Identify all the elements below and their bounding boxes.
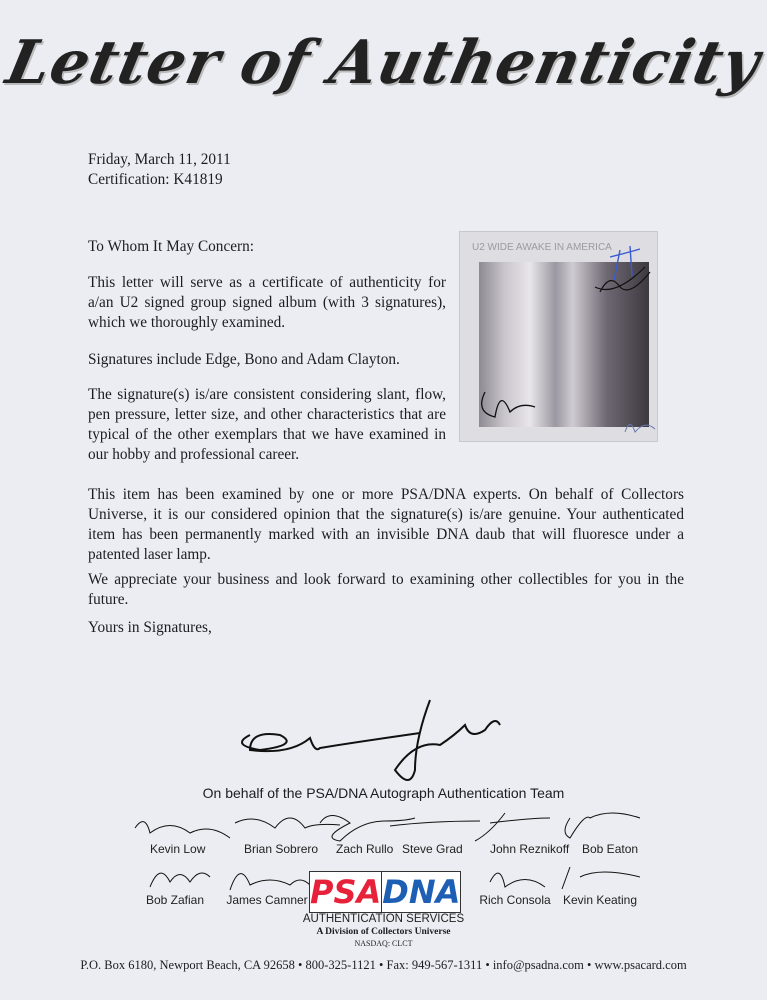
team-member-name: James Camner: [226, 893, 308, 907]
certification-number: Certification: K41819: [88, 171, 223, 188]
logo-psa: PSA: [310, 873, 382, 911]
paragraph-signatures: Signatures include Edge, Bono and Adam Clayton.: [88, 351, 400, 368]
team-member-name: Kevin Low: [150, 842, 206, 856]
salutation: To Whom It May Concern:: [88, 238, 255, 255]
letter-title: Letter of Authenticity: [0, 28, 767, 98]
nasdaq-text: NASDAQ: CLCT: [354, 939, 413, 948]
team-member-name: Bob Zafian: [145, 893, 205, 907]
logo-dna: DNA: [382, 873, 461, 911]
footer-contact: P.O. Box 6180, Newport Beach, CA 92658 • 800-325-1121 • Fax: 949-567-1311 • info@psadna.com • www.psacard.com: [80, 958, 687, 972]
team-member-name: Kevin Keating: [562, 893, 638, 907]
team-heading: On behalf of the PSA/DNA Autograph Authentication Team: [202, 785, 565, 801]
album-photo: [459, 231, 658, 442]
paragraph-appreciation: We appreciate your business and look forward to examining other collectibles for you in the future.: [88, 571, 684, 608]
team-member-name: Rich Consola: [479, 893, 551, 907]
paragraph-examination: This item has been examined by one or more PSA/DNA experts. On behalf of Collectors Universe, it is our considered opinion that the signature(s) is/are genuine. Your authenticated item has been permanently marked with an invisible DNA daub that will fluoresce under a patented laser lamp.: [88, 486, 684, 563]
closing: Yours in Signatures,: [88, 619, 212, 636]
team-member-name: Steve Grad: [402, 842, 463, 856]
authentication-services: AUTHENTICATION SERVICES: [302, 913, 465, 925]
team-member-name: Bob Eaton: [582, 842, 639, 856]
main-signature: [220, 690, 510, 790]
team-signatures-row1: [125, 808, 645, 842]
paragraph-intro: This letter will serve as a certificate of authenticity for a/an U2 signed group signed album (with 3 signatures), which we thoroughly examined.: [88, 274, 446, 331]
date: Friday, March 11, 2011: [88, 151, 231, 168]
division-text: A Division of Collectors Universe: [316, 927, 451, 937]
psa-dna-logo: [309, 871, 461, 913]
paragraph-consistency: The signature(s) is/are consistent considering slant, flow, pen pressure, letter size, and other characteristics that are typical of the other exemplars that we have examined in our hobby and professional career.: [88, 386, 446, 463]
album-autographs: [460, 232, 657, 441]
team-member-name: Brian Sobrero: [244, 842, 319, 856]
team-member-name: John Reznikoff: [490, 842, 570, 856]
team-member-name: Zach Rullo: [336, 842, 394, 856]
album-title: U2 WIDE AWAKE IN AMERICA: [472, 242, 612, 253]
